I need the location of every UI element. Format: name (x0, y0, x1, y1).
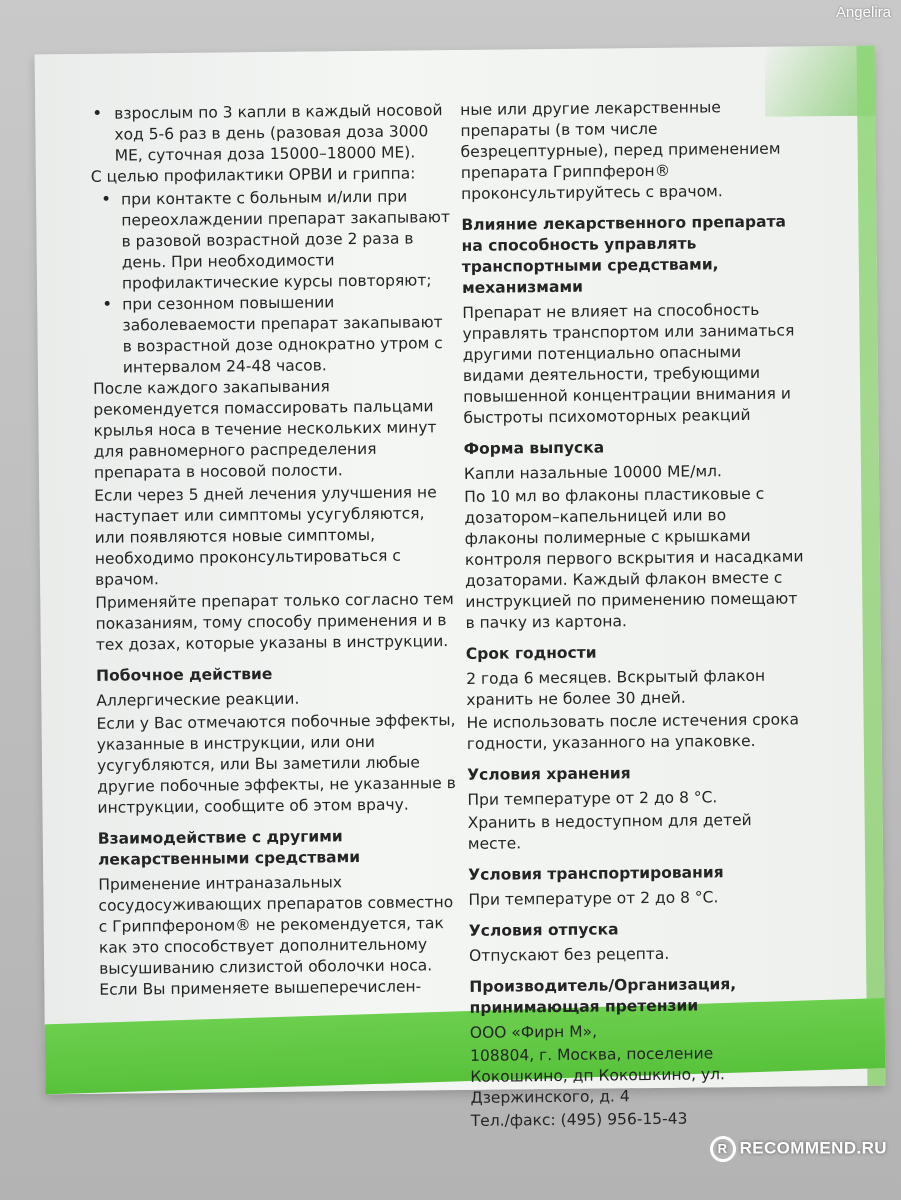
shelf-life-note: Не использовать после истечения срока годности, указанного на упаковке. (466, 710, 800, 753)
left-column (90, 100, 459, 1003)
side-effects-heading: Побочное действие (95, 664, 273, 685)
green-edge (857, 46, 886, 1086)
side-effects-text: Аллергические реакции. (96, 689, 300, 710)
storage-temperature: При температуре от 2 до 8 °С. (467, 788, 718, 809)
no-improvement-text: Если через 5 дней лечения улучшения не наступает или симптомы усугубляются, или появляются новые симптомы, необходимо проконсультироваться с врачом. (94, 483, 437, 589)
manufacturer-phone: Тел./факс: (495) 956-15-43 (470, 1109, 688, 1130)
prevention-list (91, 186, 453, 379)
manufacturer-heading: Производитель/Организация, принимающая претензии (469, 975, 737, 1017)
dispense-text: Отпускают без рецепта. (468, 944, 670, 965)
transport-text: При температуре от 2 до 8 °С. (468, 888, 719, 909)
storage-heading: Условия хранения (467, 764, 631, 784)
instruction-leaflet (35, 46, 886, 1130)
right-column (460, 96, 811, 1134)
manufacturer-name: ООО «Фирн М», (469, 1022, 598, 1042)
adult-dosage-list (90, 100, 451, 167)
recommend-logo-icon: R (710, 1136, 736, 1162)
recommend-watermark (710, 1136, 887, 1162)
list-item: • при контакте с больным и/или при переохлаждении препарат закапывают в разовой возрастной дозе 2 раза в день. При необходимости профилактические курсы повторяют; (91, 186, 452, 295)
interaction-continuation: ные или другие лекарственные препараты (в том числе безрецептурные), перед применением препарата Гриппферон® проконсультируйтесь с врачом. (460, 98, 781, 203)
form-heading: Форма выпуска (463, 438, 605, 458)
storage-note: Хранить в недоступном для детей месте. (467, 810, 752, 853)
after-instill-text: После каждого закапывания рекомендуется помассировать пальцами крылья носа в течение нескольких минут для равномерного распределения препарата в носовой полости. (92, 377, 437, 482)
driving-heading: Влияние лекарственного препарата на способность управлять транспортными средствами, механизмами (461, 212, 787, 297)
shelf-life-text: 2 года 6 месяцев. Вскрытый флакон хранить не более 30 дней. (466, 666, 766, 709)
driving-text: Препарат не влияет на способность управлять транспортом или заниматься другими потенциально опасными видами деятельности, требующими повышенной концентрации внимания и быстроты психомоторных реакций (462, 300, 795, 427)
form-line: Капли назальные 10000 МЕ/мл. (463, 462, 723, 483)
watermark-text: RECOMMEND.RU (739, 1138, 887, 1158)
list-item: • при сезонном повышении заболеваемости препарат закапывают в возрастной дозе однократно утром с интервалом 24-48 часов. (92, 291, 453, 379)
form-text: По 10 мл во флаконы пластиковые с дозатором–капельницей или во флаконы полимерные с крышками контроля первого вскрытия и насадками дозаторами. Каждый флакон вместе с инструкцией по применению помещают в пачку из картона. (464, 484, 804, 632)
interaction-text: Применение интраназальных сосудосуживающих препаратов совместно с Гриппфероном® не рекомендуется, так как это способствует дополнительному высушиванию слизистой оболочки носа. Если Вы применяете вышеперечислен- (98, 873, 454, 999)
manufacturer-address: 108804, г. Москва, поселение Кокошкино, дп Кокошкино, ул. Дзержинского, д. 4 (469, 1044, 726, 1107)
shelf-life-heading: Срок годности (465, 643, 597, 663)
prevention-intro: С целью профилактики ОРВИ и гриппа: (90, 164, 416, 186)
interaction-heading: Взаимодействие с другими лекарственными средствами (97, 827, 361, 869)
transport-heading: Условия транспортирования (468, 863, 724, 884)
dispense-heading: Условия отпуска (468, 920, 619, 940)
username-label: Angelira (835, 4, 891, 21)
apply-only-text: Применяйте препарат только согласно тем показаниям, тому способу применения и в тех дозах, которые указаны в инструкции. (95, 590, 454, 654)
side-effects-note: Если у Вас отмечаются побочные эффекты, указанные в инструкции, или они усугубляются, или Вы заметили любые другие побочные эффекты, не указанные в инструкции, сообщите об этом врачу. (96, 711, 456, 817)
list-item: • взрослым по 3 капли в каждый носовой ход 5-6 раз в день (разовая доза 3000 МЕ, суточная доза 15000–18000 МЕ). (90, 100, 451, 167)
